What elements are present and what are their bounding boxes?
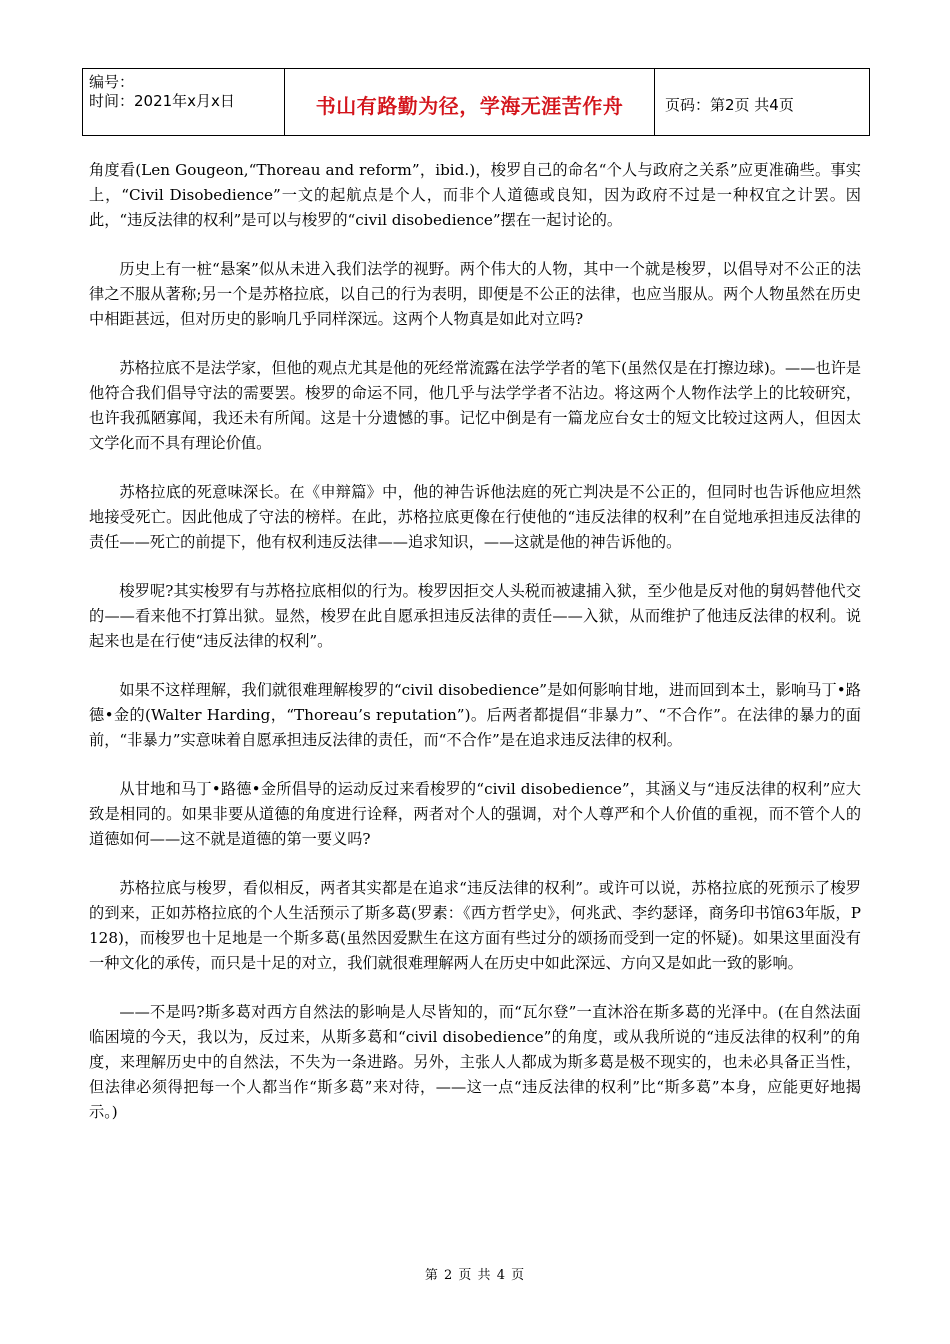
page-footer: 第 2 页 共 4 页 xyxy=(424,1268,526,1283)
header-page-label: 页码：第2页 共4页 xyxy=(665,95,794,114)
paragraph-1: 角度看(Len Gougeon,“Thoreau and reform”，ibid.)，梭罗自己的命名“个人与政府之关系”应更准确些。事实上，“Civil Disobedience”一文的起航点是个人，而非个人道德或良知，因为政府不过是一种权宜之计罢。因此，“违反法律的权利”是可以与梭罗的“civil disobedience”摆在一起讨论的。 xyxy=(89,161,861,229)
paragraph-5: 梭罗呢?其实梭罗有与苏格拉底相似的行为。梭罗因拒交人头税而被逮捕入狱，至少他是反对他的舅妈替他代交的——看来他不打算出狱。显然，梭罗在此自愿承担违反法律的责任——入狱，从而维护了他违反法律的权利。说起来也是在行使“违反法律的权利”。 xyxy=(89,582,861,650)
number-label: 编号： xyxy=(89,73,135,91)
paragraph-8: 苏格拉底与梭罗，看似相反，两者其实都是在追求“违反法律的权利”。或许可以说，苏格拉底的死预示了梭罗的到来，正如苏格拉底的个人生活预示了斯多葛(罗素：《西方哲学史》，何兆武、李约瑟译，商务印书馆63年版，P128)，而梭罗也十足地是一个斯多葛(虽然因爱默生在这方面有些过分的颂扬而受到一定的怀疑)。如果这里面没有一种文化的承传，而只是十足的对立，我们就很难理解两人在历史中如此深远、方向又是如此一致的影响。 xyxy=(89,879,861,972)
header-motto: 书山有路勤为径，学海无涯苦作舟 xyxy=(285,69,655,135)
paragraph-4: 苏格拉底的死意味深长。在《申辩篇》中，他的神告诉他法庭的死亡判决是不公正的，但同时也告诉他应坦然地接受死亡。因此他成了守法的榜样。在此，苏格拉底更像在行使他的“违反法律的权利”在自觉地承担违反法律的责任——死亡的前提下，他有权利违反法律——追求知识，——这就是他的神告诉他的。 xyxy=(89,483,861,551)
paragraph-2: 历史上有一桩“悬案”似从未进入我们法学的视野。两个伟大的人物，其中一个就是梭罗，以倡导对不公正的法律之不服从著称;另一个是苏格拉底，以自己的行为表明，即便是不公正的法律，也应当服从。两个人物虽然在历史中相距甚远，但对历史的影响几乎同样深远。这两个人物真是如此对立吗? xyxy=(89,260,861,328)
paragraph-6: 如果不这样理解，我们就很难理解梭罗的“civil disobedience”是如何影响甘地，进而回到本土，影响马丁•路德•金的(Walter Harding，“Thoreau’s reputation”)。后两者都提倡“非暴力”、“不合作”。在法律的暴力的面前，“非暴力”实意味着自愿承担违反法律的责任，而“不合作”是在追求违反法律的权利。 xyxy=(89,681,861,749)
header-table xyxy=(82,68,870,136)
paragraph-9: ——不是吗?斯多葛对西方自然法的影响是人尽皆知的，而“瓦尔登”一直沐浴在斯多葛的光泽中。(在自然法面临困境的今天，我以为，反过来，从斯多葛和“civil disobedience”的角度，或从我所说的“违反法律的权利”的角度，来理解历史中的自然法，不失为一条进路。另外，主张人人都成为斯多葛是极不现实的，也未必具备正当性，但法律必须得把每一个人都当作“斯多葛”来对待，——这一点“违反法律的权利”比“斯多葛”本身，应能更好地揭示。) xyxy=(89,1003,861,1121)
paragraph-3: 苏格拉底不是法学家，但他的观点尤其是他的死经常流露在法学学者的笔下(虽然仅是在打擦边球)。——也许是他符合我们倡导守法的需要罢。梭罗的命运不同，他几乎与法学学者不沾边。将这两个人物作法学上的比较研究，也许我孤陋寡闻，我还未有所闻。这是十分遗憾的事。记忆中倒是有一篇龙应台女士的短文比较过这两人，但因太文学化而不具有理论价值。 xyxy=(89,359,861,452)
date-label: 时间：2021年x月x日 xyxy=(89,92,235,110)
header-meta xyxy=(83,69,285,135)
document-body xyxy=(89,158,861,1149)
paragraph-7: 从甘地和马丁•路德•金所倡导的运动反过来看梭罗的“civil disobedience”，其涵义与“违反法律的权利”应大致是相同的。如果非要从道德的角度进行诠释，两者对个人的强调，对个人尊严和个人价值的重视，而不管个人的道德如何——这不就是道德的第一要义吗? xyxy=(89,780,861,848)
